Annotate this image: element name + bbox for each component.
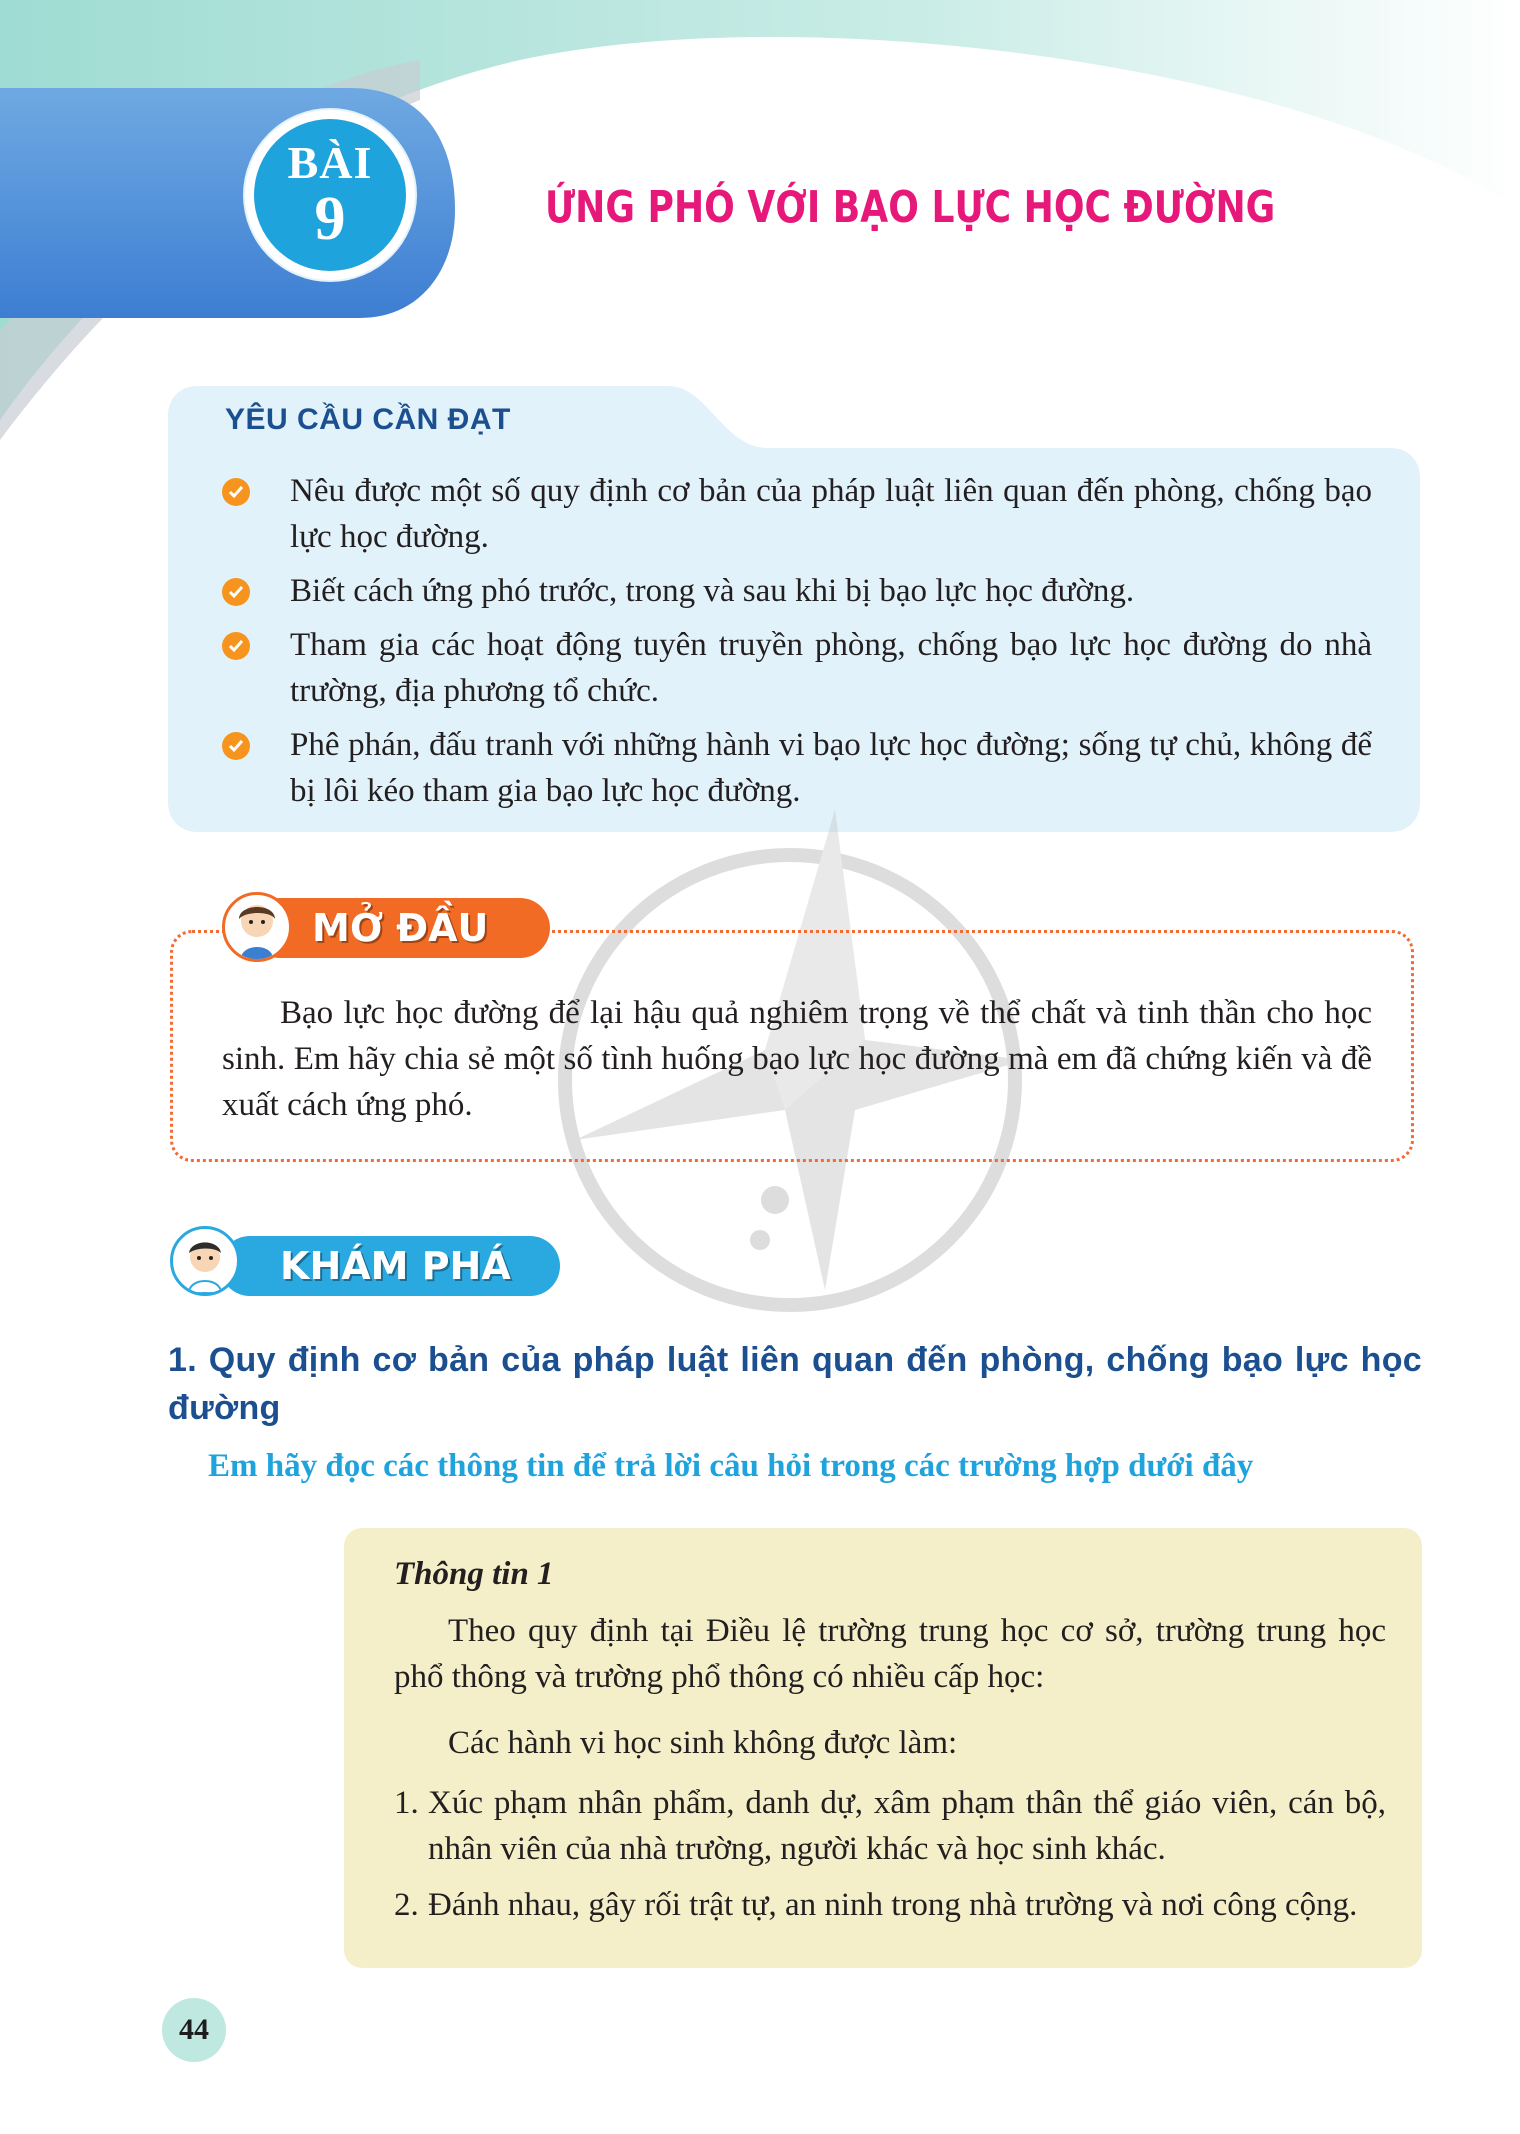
requirement-text: Biết cách ứng phó trước, trong và sau khi bị bạo lực học đường.: [290, 573, 1135, 609]
instruction-text: Em hãy đọc các thông tin để trả lời câu hỏi trong các trường hợp dưới đây: [208, 1448, 1254, 1484]
check-icon: [222, 732, 250, 760]
requirement-text: Nêu được một số quy định cơ bản của pháp luật liên quan đến phòng, chống bạo lực học đường.: [290, 473, 1372, 555]
list-item: [222, 722, 1372, 814]
list-item: [394, 1882, 1386, 1928]
list-item-text: Đánh nhau, gây rối trật tự, an ninh trong nhà trường và nơi công cộng.: [428, 1887, 1358, 1923]
explore-label: [220, 1236, 560, 1296]
check-icon: [222, 632, 250, 660]
list-item: [222, 568, 1372, 614]
list-item: [222, 468, 1372, 560]
requirements-list: [222, 468, 1372, 822]
list-item-text: Xúc phạm nhân phẩm, danh dự, xâm phạm thân thể giáo viên, cán bộ, nhân viên của nhà trường, người khác và học sinh khác.: [428, 1785, 1386, 1867]
info-title: Thông tin 1: [394, 1556, 554, 1592]
explore-label-text: KHÁM PHÁ: [280, 1244, 511, 1288]
section-heading: 1. Quy định cơ bản của pháp luật liên quan đến phòng, chống bạo lực học đường: [168, 1341, 1422, 1427]
lesson-number: 9: [314, 185, 346, 253]
info-lead: Các hành vi học sinh không được làm:: [448, 1725, 958, 1761]
info-paragraph: Theo quy định tại Điều lệ trường trung học cơ sở, trường trung học phổ thông và trường phổ thông có nhiều cấp học:: [394, 1613, 1386, 1695]
list-item: [222, 622, 1372, 714]
lesson-title: ỨNG PHÓ VỚI BẠO LỰC HỌC ĐƯỜNG: [545, 182, 1276, 233]
list-item-number: 2.: [394, 1887, 419, 1923]
check-icon: [222, 578, 250, 606]
list-item-number: 1.: [394, 1785, 419, 1821]
check-icon: [222, 478, 250, 506]
student-boy-icon: [170, 1226, 240, 1296]
lesson-badge-word: BÀI: [287, 137, 373, 188]
requirements-title: YÊU CẦU CẦN ĐẠT: [225, 403, 511, 436]
requirement-text: Phê phán, đấu tranh với những hành vi bạo lực học đường; sống tự chủ, không để bị lôi kéo tham gia bạo lực học đường.: [290, 727, 1372, 809]
intro-label: MỞ ĐẦU: [250, 898, 550, 958]
list-item: [394, 1780, 1386, 1872]
intro-text: Bạo lực học đường để lại hậu quả nghiêm trọng về thể chất và tinh thần cho học sinh. Em hãy chia sẻ một số tình huống bạo lực học đường mà em đã chứng kiến và đề xuất cách ứng phó.: [222, 995, 1372, 1123]
page-number: 44: [162, 1998, 226, 2062]
lesson-badge: [245, 110, 415, 280]
info-list: [394, 1780, 1386, 1938]
requirement-text: Tham gia các hoạt động tuyên truyền phòng, chống bạo lực học đường do nhà trường, địa phương tổ chức.: [290, 627, 1372, 709]
student-girl-icon: [222, 892, 292, 962]
